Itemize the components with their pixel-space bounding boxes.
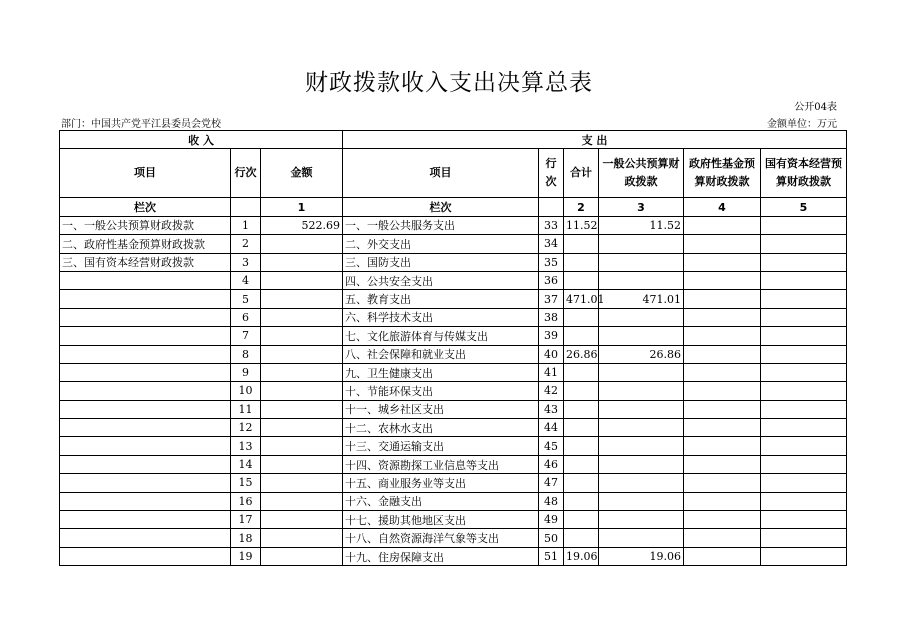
expense-item-cell: 十六、金融支出 <box>343 492 539 510</box>
income-item-cell: 二、政府性基金预算财政拨款 <box>60 235 231 253</box>
income-amount-cell <box>261 290 343 308</box>
expense-line-cell: 40 <box>539 345 564 363</box>
expense-item-cell: 一、一般公共服务支出 <box>343 216 539 234</box>
income-amount-cell <box>261 345 343 363</box>
table-row <box>60 511 847 529</box>
general-budget-cell: 471.01 <box>599 290 684 308</box>
fund-budget-cell <box>684 437 761 455</box>
expense-line-cell: 34 <box>539 235 564 253</box>
col-header-income-item: 项目 <box>60 149 231 198</box>
expense-line-cell: 46 <box>539 455 564 473</box>
expense-item-cell: 十一、城乡社区支出 <box>343 400 539 418</box>
index-empty-cell <box>539 198 564 216</box>
income-line-cell: 15 <box>231 474 261 492</box>
total-amount-cell <box>564 474 599 492</box>
expense-item-cell: 三、国防支出 <box>343 253 539 271</box>
state-capital-cell <box>761 529 847 547</box>
income-line-cell: 7 <box>231 327 261 345</box>
total-amount-cell <box>564 327 599 345</box>
general-budget-cell: 26.86 <box>599 345 684 363</box>
state-capital-cell <box>761 327 847 345</box>
general-budget-cell <box>599 308 684 326</box>
total-amount-cell: 11.52 <box>564 216 599 234</box>
expense-line-cell: 44 <box>539 419 564 437</box>
table-row <box>60 253 847 271</box>
income-item-cell <box>60 363 231 381</box>
table-row <box>60 235 847 253</box>
section-header-row <box>60 131 847 149</box>
fund-budget-cell <box>684 419 761 437</box>
general-budget-cell <box>599 271 684 289</box>
index-empty-cell <box>231 198 261 216</box>
expense-item-cell: 六、科学技术支出 <box>343 308 539 326</box>
income-line-cell: 17 <box>231 511 261 529</box>
expense-item-cell: 十四、资源勘探工业信息等支出 <box>343 455 539 473</box>
total-amount-cell <box>564 529 599 547</box>
total-amount-cell: 26.86 <box>564 345 599 363</box>
table-row <box>60 327 847 345</box>
state-capital-cell <box>761 474 847 492</box>
income-line-cell: 6 <box>231 308 261 326</box>
state-capital-cell <box>761 400 847 418</box>
fund-budget-cell <box>684 400 761 418</box>
expense-item-cell: 十三、交通运输支出 <box>343 437 539 455</box>
expense-item-cell: 十、节能环保支出 <box>343 382 539 400</box>
income-item-cell: 一、一般公共预算财政拨款 <box>60 216 231 234</box>
state-capital-cell <box>761 253 847 271</box>
income-item-cell <box>60 271 231 289</box>
state-capital-cell <box>761 271 847 289</box>
expense-line-cell: 33 <box>539 216 564 234</box>
expense-item-cell: 五、教育支出 <box>343 290 539 308</box>
general-budget-cell <box>599 529 684 547</box>
table-row <box>60 345 847 363</box>
col-header-income-amount: 金额 <box>261 149 343 198</box>
expense-item-cell: 四、公共安全支出 <box>343 271 539 289</box>
index-label: 栏次 <box>60 198 231 216</box>
total-amount-cell <box>564 271 599 289</box>
expense-item-cell: 十九、住房保障支出 <box>343 547 539 565</box>
total-amount-cell <box>564 437 599 455</box>
income-amount-cell <box>261 235 343 253</box>
general-budget-cell: 11.52 <box>599 216 684 234</box>
income-amount-cell: 522.69 <box>261 216 343 234</box>
income-line-cell: 9 <box>231 363 261 381</box>
expense-item-cell: 十八、自然资源海洋气象等支出 <box>343 529 539 547</box>
expense-line-cell: 38 <box>539 308 564 326</box>
general-budget-cell <box>599 455 684 473</box>
fund-budget-cell <box>684 216 761 234</box>
general-budget-cell <box>599 235 684 253</box>
table-row <box>60 216 847 234</box>
total-amount-cell <box>564 308 599 326</box>
state-capital-cell <box>761 290 847 308</box>
income-item-cell <box>60 419 231 437</box>
expense-line-cell: 35 <box>539 253 564 271</box>
expense-line-cell: 37 <box>539 290 564 308</box>
state-capital-cell <box>761 511 847 529</box>
income-line-cell: 18 <box>231 529 261 547</box>
column-header-row <box>60 149 847 198</box>
fund-budget-cell <box>684 511 761 529</box>
income-item-cell <box>60 547 231 565</box>
fund-budget-cell <box>684 529 761 547</box>
general-budget-cell <box>599 363 684 381</box>
expense-item-cell: 九、卫生健康支出 <box>343 363 539 381</box>
total-amount-cell <box>564 492 599 510</box>
table-row <box>60 492 847 510</box>
col-header-fund-budget: 政府性基金预算财政拨款 <box>684 149 761 198</box>
state-capital-cell <box>761 419 847 437</box>
expense-line-cell: 49 <box>539 511 564 529</box>
total-amount-cell <box>564 511 599 529</box>
expense-line-cell: 36 <box>539 271 564 289</box>
table-row <box>60 400 847 418</box>
general-budget-cell <box>599 253 684 271</box>
state-capital-cell <box>761 382 847 400</box>
expense-line-cell: 42 <box>539 382 564 400</box>
income-item-cell <box>60 400 231 418</box>
general-budget-cell <box>599 492 684 510</box>
index-fund: 4 <box>684 198 761 216</box>
fund-budget-cell <box>684 235 761 253</box>
table-row <box>60 529 847 547</box>
expense-item-cell: 二、外交支出 <box>343 235 539 253</box>
state-capital-cell <box>761 492 847 510</box>
expense-line-cell: 47 <box>539 474 564 492</box>
index-row <box>60 198 847 216</box>
fund-budget-cell <box>684 253 761 271</box>
table-row <box>60 363 847 381</box>
income-item-cell <box>60 511 231 529</box>
income-item-cell <box>60 290 231 308</box>
state-capital-cell <box>761 363 847 381</box>
total-amount-cell <box>564 235 599 253</box>
fund-budget-cell <box>684 345 761 363</box>
state-capital-cell <box>761 345 847 363</box>
expense-line-cell: 39 <box>539 327 564 345</box>
income-item-cell <box>60 474 231 492</box>
index-label-expense: 栏次 <box>343 198 539 216</box>
table-row <box>60 382 847 400</box>
income-line-cell: 3 <box>231 253 261 271</box>
col-header-general-budget: 一般公共预算财政拨款 <box>599 149 684 198</box>
fund-budget-cell <box>684 547 761 565</box>
table-row <box>60 547 847 565</box>
income-item-cell <box>60 529 231 547</box>
general-budget-cell <box>599 327 684 345</box>
fund-budget-cell <box>684 492 761 510</box>
income-item-cell <box>60 327 231 345</box>
general-budget-cell <box>599 400 684 418</box>
state-capital-cell <box>761 235 847 253</box>
income-amount-cell <box>261 382 343 400</box>
income-amount-cell <box>261 271 343 289</box>
fund-budget-cell <box>684 382 761 400</box>
income-line-cell: 2 <box>231 235 261 253</box>
income-amount-cell <box>261 253 343 271</box>
expense-item-cell: 十七、援助其他地区支出 <box>343 511 539 529</box>
income-amount-cell <box>261 455 343 473</box>
expense-line-cell: 50 <box>539 529 564 547</box>
income-item-cell <box>60 308 231 326</box>
page-title: 财政拨款收入支出决算总表 <box>305 70 593 96</box>
expense-item-cell: 十五、商业服务业等支出 <box>343 474 539 492</box>
income-line-cell: 13 <box>231 437 261 455</box>
income-line-cell: 1 <box>231 216 261 234</box>
income-item-cell <box>60 437 231 455</box>
fund-budget-cell <box>684 271 761 289</box>
index-state: 5 <box>761 198 847 216</box>
budget-summary-table <box>59 130 847 566</box>
income-item-cell <box>60 345 231 363</box>
income-line-cell: 10 <box>231 382 261 400</box>
expense-item-cell: 七、文化旅游体育与传媒支出 <box>343 327 539 345</box>
col-header-state-capital: 国有资本经营预算财政拨款 <box>761 149 847 198</box>
department-label: 部门：中国共产党平江县委员会党校 <box>61 119 221 130</box>
income-line-cell: 16 <box>231 492 261 510</box>
income-item-cell <box>60 382 231 400</box>
income-amount-cell <box>261 511 343 529</box>
general-budget-cell <box>599 419 684 437</box>
general-budget-cell <box>599 474 684 492</box>
income-line-cell: 4 <box>231 271 261 289</box>
table-row <box>60 474 847 492</box>
general-budget-cell <box>599 382 684 400</box>
total-amount-cell <box>564 253 599 271</box>
income-line-cell: 11 <box>231 400 261 418</box>
table-row <box>60 437 847 455</box>
income-line-cell: 14 <box>231 455 261 473</box>
col-header-expense-item: 项目 <box>343 149 539 198</box>
table-row <box>60 419 847 437</box>
total-amount-cell: 471.01 <box>564 290 599 308</box>
col-header-total: 合计 <box>564 149 599 198</box>
fund-budget-cell <box>684 327 761 345</box>
expense-line-cell: 43 <box>539 400 564 418</box>
col-header-expense-line: 行次 <box>539 149 564 198</box>
income-item-cell <box>60 455 231 473</box>
income-amount-cell <box>261 474 343 492</box>
index-amount: 1 <box>261 198 343 216</box>
state-capital-cell <box>761 216 847 234</box>
income-amount-cell <box>261 492 343 510</box>
total-amount-cell <box>564 455 599 473</box>
income-section-header: 收 入 <box>60 131 343 149</box>
income-amount-cell <box>261 363 343 381</box>
income-amount-cell <box>261 529 343 547</box>
state-capital-cell <box>761 437 847 455</box>
income-line-cell: 8 <box>231 345 261 363</box>
index-general: 3 <box>599 198 684 216</box>
state-capital-cell <box>761 308 847 326</box>
col-header-income-line: 行次 <box>231 149 261 198</box>
fund-budget-cell <box>684 363 761 381</box>
state-capital-cell <box>761 455 847 473</box>
income-amount-cell <box>261 437 343 455</box>
income-item-cell: 三、国有资本经营财政拨款 <box>60 253 231 271</box>
income-line-cell: 19 <box>231 547 261 565</box>
fund-budget-cell <box>684 308 761 326</box>
expense-line-cell: 48 <box>539 492 564 510</box>
total-amount-cell: 19.06 <box>564 547 599 565</box>
expense-item-cell: 十二、农林水支出 <box>343 419 539 437</box>
expense-item-cell: 八、社会保障和就业支出 <box>343 345 539 363</box>
expense-line-cell: 51 <box>539 547 564 565</box>
income-amount-cell <box>261 327 343 345</box>
table-row <box>60 271 847 289</box>
table-row <box>60 290 847 308</box>
total-amount-cell <box>564 419 599 437</box>
amount-unit-label: 金额单位：万元 <box>767 119 837 130</box>
income-amount-cell <box>261 419 343 437</box>
total-amount-cell <box>564 363 599 381</box>
income-amount-cell <box>261 400 343 418</box>
expense-line-cell: 45 <box>539 437 564 455</box>
total-amount-cell <box>564 400 599 418</box>
fund-budget-cell <box>684 290 761 308</box>
income-amount-cell <box>261 308 343 326</box>
form-number: 公开04表 <box>794 102 837 113</box>
expense-line-cell: 41 <box>539 363 564 381</box>
general-budget-cell: 19.06 <box>599 547 684 565</box>
income-line-cell: 12 <box>231 419 261 437</box>
table-row <box>60 308 847 326</box>
income-amount-cell <box>261 547 343 565</box>
fund-budget-cell <box>684 474 761 492</box>
total-amount-cell <box>564 382 599 400</box>
index-total: 2 <box>564 198 599 216</box>
general-budget-cell <box>599 437 684 455</box>
expense-section-header: 支 出 <box>343 131 847 149</box>
state-capital-cell <box>761 547 847 565</box>
income-item-cell <box>60 492 231 510</box>
table-row <box>60 455 847 473</box>
income-line-cell: 5 <box>231 290 261 308</box>
fund-budget-cell <box>684 455 761 473</box>
general-budget-cell <box>599 511 684 529</box>
